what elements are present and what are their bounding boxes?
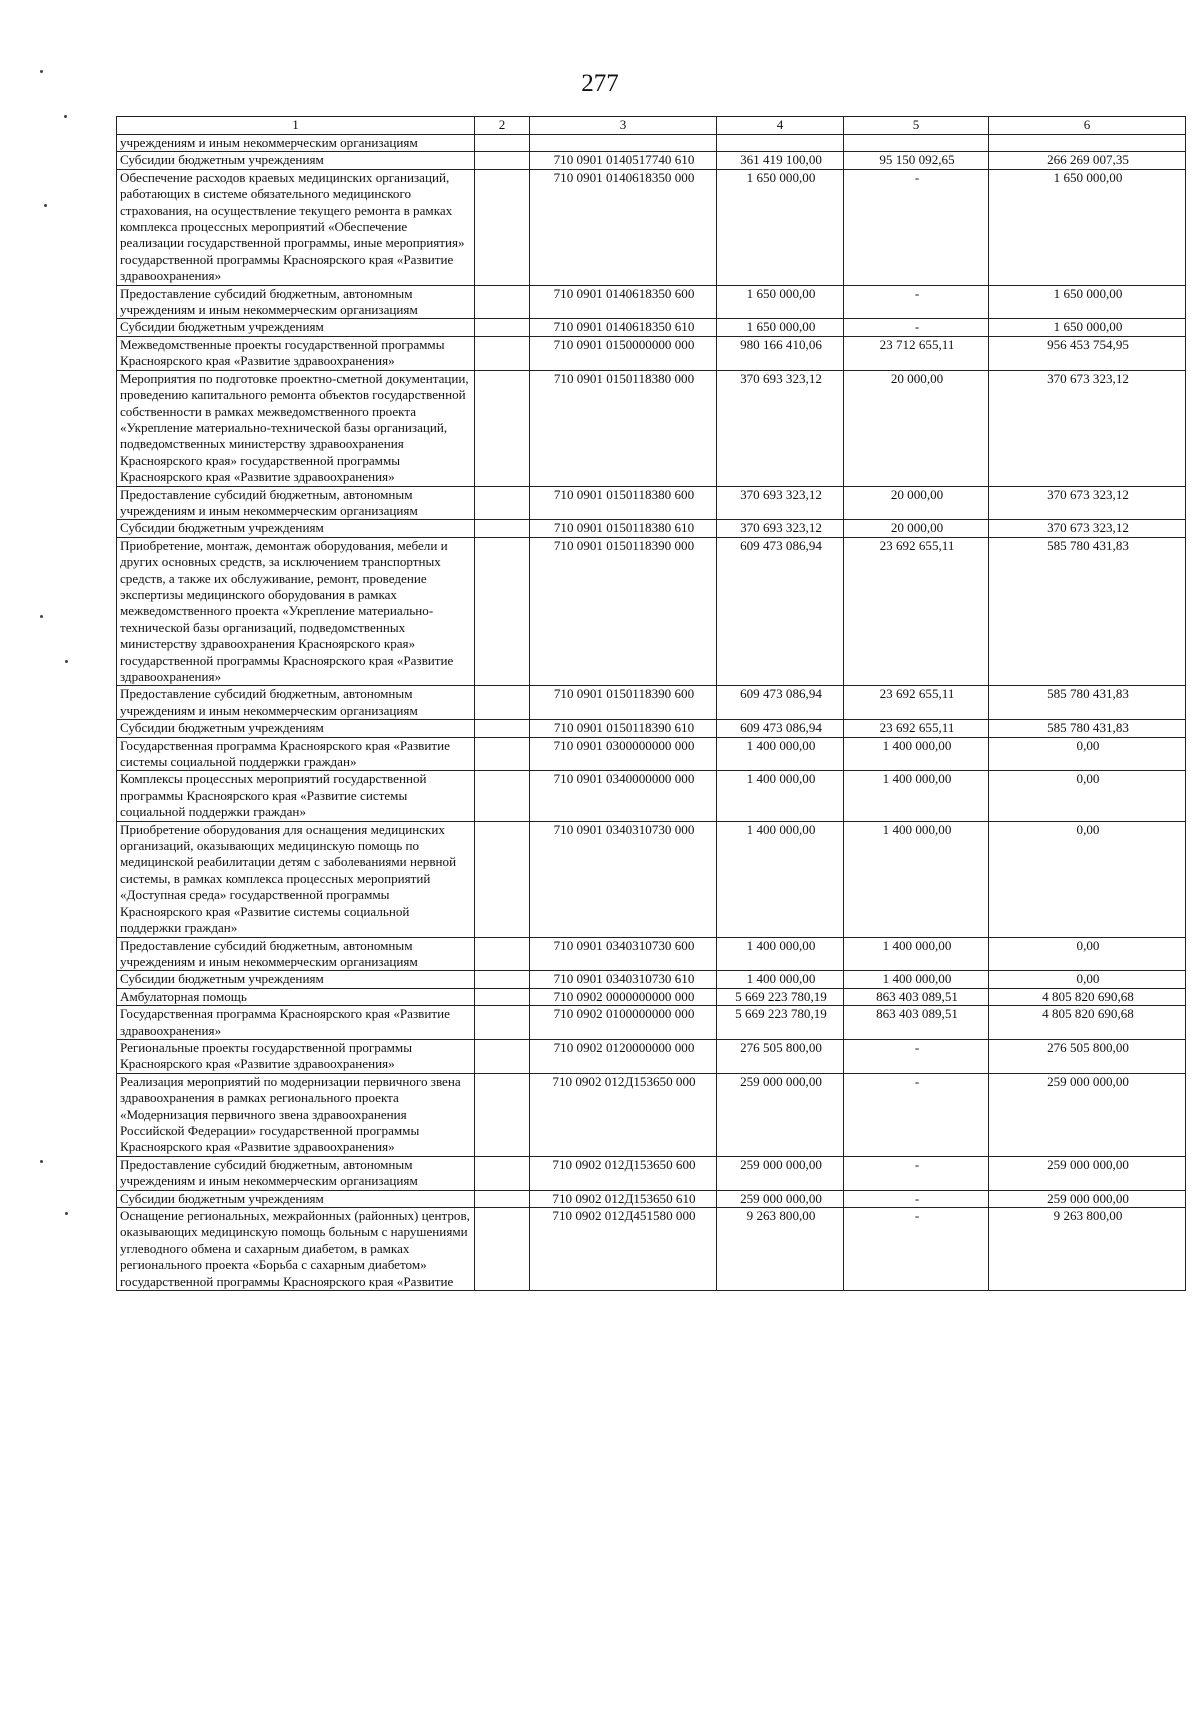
classification-code-cell: 710 0901 0340310730 610 (530, 971, 717, 988)
row-name-cell: Реализация мероприятий по модернизации первичного звена здравоохранения в рамках регионального проекта «Модернизация первичного звена здравоохранения Российской Федерации» государственной программы Красноярского края «Развитие здравоохранения» (117, 1073, 475, 1156)
scan-speck (64, 115, 67, 118)
table-row (117, 1190, 1186, 1207)
value-col6-cell (989, 135, 1186, 152)
value-col6-cell: 370 673 323,12 (989, 520, 1186, 537)
value-col4-cell: 609 473 086,94 (717, 686, 844, 720)
table-row (117, 720, 1186, 737)
value-col5-cell: 20 000,00 (844, 520, 989, 537)
table-row (117, 319, 1186, 336)
value-col4-cell: 609 473 086,94 (717, 537, 844, 686)
column-2-cell (475, 737, 530, 771)
value-col4-cell: 259 000 000,00 (717, 1073, 844, 1156)
value-col4-cell: 1 400 000,00 (717, 971, 844, 988)
column-header: 2 (475, 117, 530, 135)
value-col4-cell: 980 166 410,06 (717, 336, 844, 370)
row-name-cell: Оснащение региональных, межрайонных (районных) центров, оказывающих медицинскую помощь больным с нарушениями углеводного обмена и сахарным диабетом, в рамках регионального проекта «Борьба с сахарным диабетом» государственной программы Красноярского края «Развитие (117, 1208, 475, 1291)
column-header: 6 (989, 117, 1186, 135)
scan-speck (44, 204, 47, 207)
table-row (117, 1073, 1186, 1156)
value-col5-cell: 23 692 655,11 (844, 537, 989, 686)
row-name-cell: Региональные проекты государственной программы Красноярского края «Развитие здравоохранения» (117, 1039, 475, 1073)
table-row (117, 771, 1186, 821)
value-col6-cell: 370 673 323,12 (989, 370, 1186, 486)
value-col4-cell: 370 693 323,12 (717, 520, 844, 537)
column-2-cell (475, 1190, 530, 1207)
value-col6-cell: 585 780 431,83 (989, 686, 1186, 720)
value-col5-cell (844, 135, 989, 152)
table-row (117, 520, 1186, 537)
classification-code-cell: 710 0902 0120000000 000 (530, 1039, 717, 1073)
value-col4-cell: 259 000 000,00 (717, 1190, 844, 1207)
row-name-cell: Амбулаторная помощь (117, 988, 475, 1005)
classification-code-cell: 710 0902 012Д451580 000 (530, 1208, 717, 1291)
value-col4-cell: 5 669 223 780,19 (717, 988, 844, 1005)
scan-speck (40, 615, 43, 618)
row-name-cell: Субсидии бюджетным учреждениям (117, 971, 475, 988)
value-col6-cell: 259 000 000,00 (989, 1073, 1186, 1156)
value-col4-cell: 259 000 000,00 (717, 1156, 844, 1190)
table-header (117, 117, 1186, 135)
column-header: 5 (844, 117, 989, 135)
value-col5-cell: 23 692 655,11 (844, 686, 989, 720)
value-col5-cell: 23 712 655,11 (844, 336, 989, 370)
table-row (117, 169, 1186, 285)
column-2-cell (475, 319, 530, 336)
classification-code-cell: 710 0902 0000000000 000 (530, 988, 717, 1005)
value-col6-cell: 4 805 820 690,68 (989, 988, 1186, 1005)
value-col4-cell: 5 669 223 780,19 (717, 1006, 844, 1040)
row-name-cell: Государственная программа Красноярского края «Развитие здравоохранения» (117, 1006, 475, 1040)
value-col4-cell: 370 693 323,12 (717, 370, 844, 486)
table-row (117, 937, 1186, 971)
table-row (117, 285, 1186, 319)
table-row (117, 1156, 1186, 1190)
value-col5-cell: - (844, 285, 989, 319)
scan-speck (65, 660, 68, 663)
row-name-cell: Предоставление субсидий бюджетным, автономным учреждениям и иным некоммерческим организациям (117, 486, 475, 520)
value-col5-cell: 1 400 000,00 (844, 937, 989, 971)
value-col5-cell: 1 400 000,00 (844, 737, 989, 771)
value-col4-cell: 370 693 323,12 (717, 486, 844, 520)
value-col4-cell: 1 650 000,00 (717, 319, 844, 336)
value-col4-cell: 276 505 800,00 (717, 1039, 844, 1073)
value-col6-cell: 9 263 800,00 (989, 1208, 1186, 1291)
value-col5-cell: - (844, 1156, 989, 1190)
classification-code-cell: 710 0901 0140618350 000 (530, 169, 717, 285)
row-name-cell: Субсидии бюджетным учреждениям (117, 1190, 475, 1207)
value-col4-cell: 1 650 000,00 (717, 169, 844, 285)
value-col4-cell: 1 400 000,00 (717, 937, 844, 971)
table-row (117, 135, 1186, 152)
classification-code-cell: 710 0901 0150118390 000 (530, 537, 717, 686)
classification-code-cell: 710 0902 012Д153650 000 (530, 1073, 717, 1156)
table-row (117, 537, 1186, 686)
value-col5-cell: - (844, 1073, 989, 1156)
column-2-cell (475, 169, 530, 285)
table-body (117, 135, 1186, 1291)
classification-code-cell: 710 0901 0150118380 610 (530, 520, 717, 537)
value-col5-cell: 95 150 092,65 (844, 152, 989, 169)
table-row (117, 988, 1186, 1005)
row-name-cell: Субсидии бюджетным учреждениям (117, 152, 475, 169)
value-col5-cell: 20 000,00 (844, 370, 989, 486)
value-col6-cell: 0,00 (989, 771, 1186, 821)
value-col6-cell: 370 673 323,12 (989, 486, 1186, 520)
column-2-cell (475, 152, 530, 169)
row-name-cell: Предоставление субсидий бюджетным, автономным учреждениям и иным некоммерческим организациям (117, 937, 475, 971)
row-name-cell: Комплексы процессных мероприятий государственной программы Красноярского края «Развитие системы социальной поддержки граждан» (117, 771, 475, 821)
column-2-cell (475, 686, 530, 720)
value-col5-cell: 1 400 000,00 (844, 821, 989, 937)
column-2-cell (475, 971, 530, 988)
value-col5-cell: - (844, 1039, 989, 1073)
value-col6-cell: 266 269 007,35 (989, 152, 1186, 169)
row-name-cell: Предоставление субсидий бюджетным, автономным учреждениям и иным некоммерческим организациям (117, 1156, 475, 1190)
column-2-cell (475, 135, 530, 152)
column-2-cell (475, 1073, 530, 1156)
value-col6-cell: 259 000 000,00 (989, 1156, 1186, 1190)
value-col4-cell: 1 650 000,00 (717, 285, 844, 319)
classification-code-cell: 710 0901 0140618350 610 (530, 319, 717, 336)
value-col6-cell: 1 650 000,00 (989, 169, 1186, 285)
value-col5-cell: 23 692 655,11 (844, 720, 989, 737)
column-2-cell (475, 1039, 530, 1073)
column-2-cell (475, 821, 530, 937)
value-col4-cell: 609 473 086,94 (717, 720, 844, 737)
column-2-cell (475, 285, 530, 319)
scan-speck (40, 1160, 43, 1163)
row-name-cell: Межведомственные проекты государственной программы Красноярского края «Развитие здравоохранения» (117, 336, 475, 370)
classification-code-cell: 710 0901 0150000000 000 (530, 336, 717, 370)
table-row (117, 1006, 1186, 1040)
header-row (117, 117, 1186, 135)
column-2-cell (475, 1208, 530, 1291)
value-col6-cell: 585 780 431,83 (989, 720, 1186, 737)
value-col4-cell (717, 135, 844, 152)
column-header: 1 (117, 117, 475, 135)
row-name-cell: Субсидии бюджетным учреждениям (117, 319, 475, 336)
classification-code-cell: 710 0901 0340000000 000 (530, 771, 717, 821)
row-name-cell: Субсидии бюджетным учреждениям (117, 720, 475, 737)
scan-speck (65, 1212, 68, 1215)
page-number: 277 (581, 70, 619, 97)
value-col6-cell: 259 000 000,00 (989, 1190, 1186, 1207)
classification-code-cell: 710 0902 012Д153650 600 (530, 1156, 717, 1190)
table-row (117, 971, 1186, 988)
value-col4-cell: 1 400 000,00 (717, 821, 844, 937)
value-col5-cell: 1 400 000,00 (844, 771, 989, 821)
table-row (117, 486, 1186, 520)
classification-code-cell: 710 0901 0300000000 000 (530, 737, 717, 771)
classification-code-cell: 710 0901 0150118390 600 (530, 686, 717, 720)
budget-table (116, 116, 1186, 1291)
classification-code-cell: 710 0901 0140517740 610 (530, 152, 717, 169)
value-col5-cell: - (844, 169, 989, 285)
table-row (117, 1208, 1186, 1291)
column-2-cell (475, 486, 530, 520)
classification-code-cell: 710 0902 0100000000 000 (530, 1006, 717, 1040)
value-col6-cell: 956 453 754,95 (989, 336, 1186, 370)
value-col4-cell: 9 263 800,00 (717, 1208, 844, 1291)
value-col5-cell: 863 403 089,51 (844, 988, 989, 1005)
table-row (117, 1039, 1186, 1073)
value-col5-cell: 20 000,00 (844, 486, 989, 520)
value-col5-cell: - (844, 1190, 989, 1207)
column-2-cell (475, 370, 530, 486)
value-col6-cell: 4 805 820 690,68 (989, 1006, 1186, 1040)
classification-code-cell: 710 0901 0140618350 600 (530, 285, 717, 319)
column-2-cell (475, 720, 530, 737)
table-row (117, 336, 1186, 370)
value-col4-cell: 1 400 000,00 (717, 771, 844, 821)
table-row (117, 737, 1186, 771)
column-2-cell (475, 1006, 530, 1040)
row-name-cell: Предоставление субсидий бюджетным, автономным учреждениям и иным некоммерческим организациям (117, 686, 475, 720)
table-row (117, 686, 1186, 720)
value-col5-cell: - (844, 1208, 989, 1291)
value-col6-cell: 0,00 (989, 821, 1186, 937)
classification-code-cell: 710 0902 012Д153650 610 (530, 1190, 717, 1207)
row-name-cell: Приобретение, монтаж, демонтаж оборудования, мебели и других основных средств, за исключением транспортных средств, а также их обслуживание, ремонт, проведение экспертизы медицинского оборудования в рамках межведомственного проекта «Укрепление материально-технической базы организаций, подведомственных министерству здравоохранения Красноярского края» государственной программы Красноярского края «Развитие здравоохранения» (117, 537, 475, 686)
table-row (117, 821, 1186, 937)
row-name-cell: Государственная программа Красноярского края «Развитие системы социальной поддержки граждан» (117, 737, 475, 771)
classification-code-cell (530, 135, 717, 152)
column-2-cell (475, 937, 530, 971)
value-col6-cell: 276 505 800,00 (989, 1039, 1186, 1073)
value-col6-cell: 0,00 (989, 937, 1186, 971)
scan-speck (40, 70, 43, 73)
value-col5-cell: 1 400 000,00 (844, 971, 989, 988)
row-name-cell: Субсидии бюджетным учреждениям (117, 520, 475, 537)
value-col6-cell: 1 650 000,00 (989, 285, 1186, 319)
column-2-cell (475, 988, 530, 1005)
classification-code-cell: 710 0901 0150118380 000 (530, 370, 717, 486)
column-2-cell (475, 336, 530, 370)
classification-code-cell: 710 0901 0340310730 000 (530, 821, 717, 937)
value-col5-cell: 863 403 089,51 (844, 1006, 989, 1040)
row-name-cell: учреждениям и иным некоммерческим организациям (117, 135, 475, 152)
value-col6-cell: 0,00 (989, 737, 1186, 771)
column-2-cell (475, 537, 530, 686)
value-col5-cell: - (844, 319, 989, 336)
column-2-cell (475, 771, 530, 821)
value-col4-cell: 361 419 100,00 (717, 152, 844, 169)
column-2-cell (475, 520, 530, 537)
column-header: 4 (717, 117, 844, 135)
value-col6-cell: 0,00 (989, 971, 1186, 988)
row-name-cell: Мероприятия по подготовке проектно-сметной документации, проведению капитального ремонта объектов государственной собственности в рамках межведомственного проекта «Укрепление материально-технической базы организаций, подведомственных министерству здравоохранения Красноярского края» государственной программы Красноярского края «Развитие здравоохранения» (117, 370, 475, 486)
table-row (117, 370, 1186, 486)
column-2-cell (475, 1156, 530, 1190)
column-header: 3 (530, 117, 717, 135)
value-col6-cell: 585 780 431,83 (989, 537, 1186, 686)
value-col6-cell: 1 650 000,00 (989, 319, 1186, 336)
row-name-cell: Приобретение оборудования для оснащения медицинских организаций, оказывающих медицинскую помощь по медицинской реабилитации детям с заболеваниями нервной системы, в рамках комплекса процессных мероприятий «Доступная среда» государственной программы Красноярского края «Развитие системы социальной поддержки граждан» (117, 821, 475, 937)
classification-code-cell: 710 0901 0150118380 600 (530, 486, 717, 520)
classification-code-cell: 710 0901 0340310730 600 (530, 937, 717, 971)
table-row (117, 152, 1186, 169)
value-col4-cell: 1 400 000,00 (717, 737, 844, 771)
row-name-cell: Предоставление субсидий бюджетным, автономным учреждениям и иным некоммерческим организациям (117, 285, 475, 319)
row-name-cell: Обеспечение расходов краевых медицинских организаций, работающих в системе обязательного медицинского страхования, на осуществление текущего ремонта в рамках комплекса процессных мероприятий «Обеспечение реализации государственной программы, иные мероприятия» государственной программы Красноярского края «Развитие здравоохранения» (117, 169, 475, 285)
classification-code-cell: 710 0901 0150118390 610 (530, 720, 717, 737)
